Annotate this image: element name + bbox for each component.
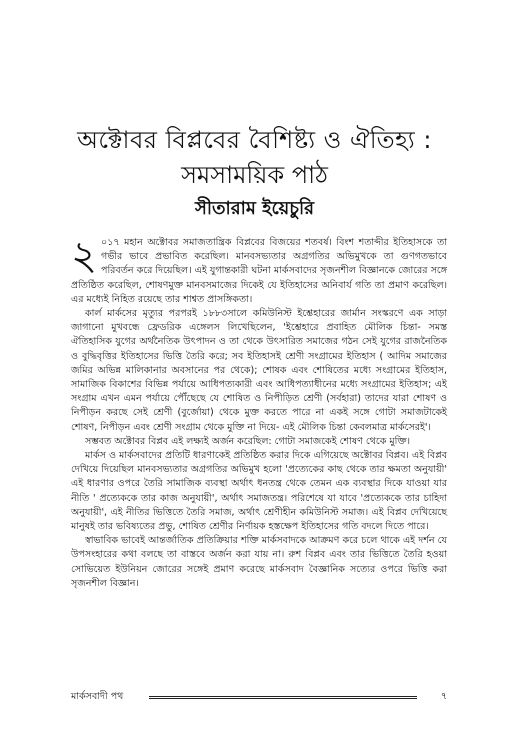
article-title-line2: সমসাময়িক পাঠ: [181, 161, 328, 189]
journal-name: মার্কসবাদী পথ: [71, 691, 124, 702]
page-number: ৭: [440, 691, 447, 702]
page-footer: [71, 690, 447, 704]
paragraph-3: সম্ভবত অক্টোবর বিপ্লব এই লক্ষ্যই অর্জন করেছিল: গোটা সমাজকেই শোষণ থেকে মুক্তি।: [85, 435, 410, 447]
paragraph-2: কার্ল মার্কসের মৃত্যুর পরপরই ১৮৮৩সালে কমিউনিস্ট ইশ্তেহারের জার্মান সংস্করণে এক সাড়া জাগানো মুখবন্ধে ফ্রেডরিক এঙ্গেলস লিখেছিলেন, 'ইশ্তেহারে প্রবাহিত মৌলিক চিন্তা- সমস্ত ঐতিহাসিক যুগের অর্থনৈতিক উৎপাদন ও তা থেকে উৎসারিত সমাজের গঠন সেই যুগের রাজনৈতিক ও বুদ্ধিবৃত্তির ইতিহাসের ভিত্তি তৈরি করে; সব ইতিহাসই শ্রেণী সংগ্রামের ইতিহাস ( আদিম সমাজের জমির অভিন্ন মালিকানার অবসানের পর থেকে); শোষক এবং শোষিতের মধ্যে সংগ্রামের ইতিহাস, সামাজিক বিকাশের বিভিন্ন পর্যায়ে আধিপত্যকারী এবং আধিপত্যাধীনের মধ্যে সংগ্রামের ইতিহাস; এই সংগ্রাম এখন এমন পর্যায়ে পৌঁছেছে যে শোষিত ও নিপীড়িত শ্রেণী (সর্বহারা) তাদের যারা শোষণ ও নিপীড়ন করছে সেই শ্রেণী (বুর্জোয়া) থেকে মুক্ত করতে পারে না একই সঙ্গে গোটা সমাজটাকেই শোষণ, নিপীড়ন এবং শ্রেণী সংগ্রাম থেকে মুক্তি না দিয়ে- এই মৌলিক চিন্তা কেবলমাত্র মার্কসেরই'।: [71, 308, 447, 433]
article-author: সীতারাম ইয়েচুরি: [194, 198, 315, 219]
paragraph-text: ০১৭ মহান অক্টোবর সমাজতান্ত্রিক বিপ্লবের বিজয়ের শতবর্ষ। বিংশ শতাব্দীর ইতিহাসকে তা গভীর ভাবে প্রভাবিত করেছিল। মানবসভ্যতার অগ্রগতির অভিমুখকে তা গুণগতভাবে পরিবর্তন করে দিয়েছিল। এই যুগান্তকারী ঘটনা মার্কসবাদের সৃজনশীল বিজ্ঞানকে জোরের সঙ্গে প্রতিষ্ঠিত করেছিল, শোষণমুক্ত মানবসমাজের দিকেই যে ইতিহাসের অনিবার্য গতি তা প্রমাণ করেছিল। এর মধ্যেই নিহিত রয়েছে তার শাশ্বত প্রাসঙ্গিকতা।: [71, 237, 447, 305]
footer-rule: [149, 696, 417, 699]
article-title-line1: অক্টোবর বিপ্লবের বৈশিষ্ট্য ও ঐতিহ্য :: [77, 126, 432, 154]
paragraph-4: মার্কস ও মার্কসবাদের প্রতিটি ধারণাকেই প্রতিষ্ঠিত করার দিকে এগিয়েছে অক্টোবর বিপ্লব। এই বিপ্লব দেখিয়ে দিয়েছিল মানবসভ্যতার অগ্রগতির অভিমুখ হলো 'প্রত্যেকের কাছ থেকে তার ক্ষমতা অনুযায়ী' এই ধারণার ওপরে তৈরি সামাজিক ব্যবস্থা অর্থাৎ ধনতন্ত্র থেকে তেমন এক ব্যবস্থার দিকে যাওয়া যার নীতি ' প্রত্যেককে তার কাজ অনুযায়ী', অর্থাৎ সমাজতন্ত্র। পরিশেষে যা যাবে 'প্রত্যেককে তার চাহিদা অনুযায়ী', এই নীতির ভিত্তিতে তৈরি সমাজ, অর্থাৎ শ্রেণীহীন কমিউনিস্ট সমাজ। এই বিপ্লব দেখিয়েছে মানুষই তার ভবিষ্যতের প্রভু, শোষিত শ্রেণীর নির্ণায়ক হস্তক্ষেপ ইতিহাসের গতি বদলে দিতে পারে।: [71, 450, 447, 533]
article-body: [71, 233, 447, 591]
drop-cap: ২: [71, 233, 98, 279]
paragraph-5: স্বাভাবিক ভাবেই আন্তর্জাতিক প্রতিক্রিয়ার শক্তি মার্কসবাদকে আক্রমণ করে চলে থাকে এই দর্শন যে উপসংহারের কথা বলছে তা বাস্তবে অর্জন করা যায় না। রুশ বিপ্লব এবং তার ভিত্তিতে তৈরি হওয়া সোভিয়েত ইউনিয়ন জোরের সঙ্গেই প্রমাণ করেছে মার্কসবাদ বৈজ্ঞানিক সত্যের ওপরে ভিত্তি করা সৃজনশীল বিজ্ঞান।: [71, 535, 447, 589]
paragraph-1: [71, 233, 447, 307]
